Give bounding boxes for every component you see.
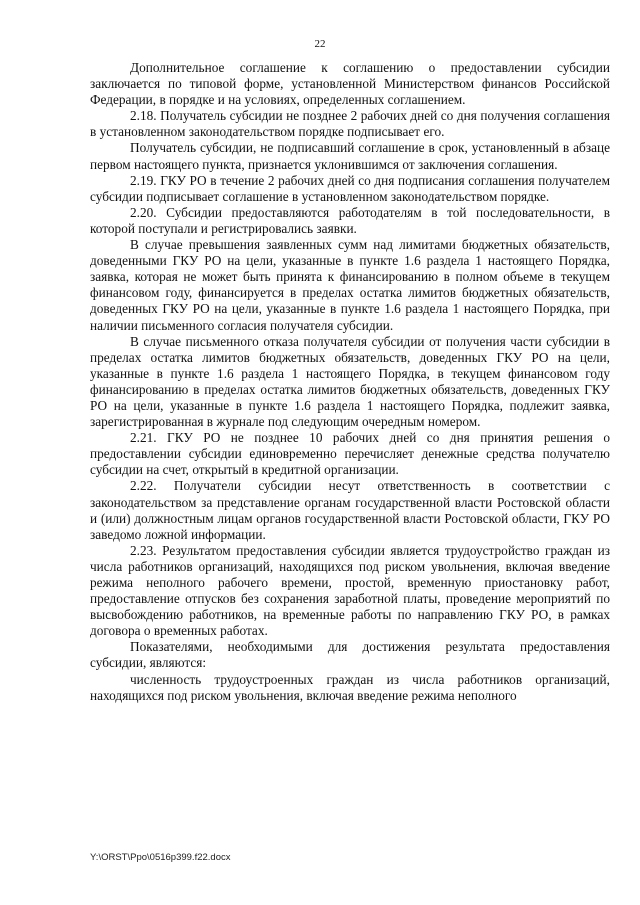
- paragraph-employed-count: численность трудоустроенных граждан из числа работников организаций, находящихся под риском увольнения, включая введение режима неполного: [90, 671, 610, 703]
- paragraph-indicators: Показателями, необходимыми для достижения результата предоставления субсидии, являются:: [90, 639, 610, 671]
- paragraph-2-19: 2.19. ГКУ РО в течение 2 рабочих дней со дня подписания соглашения получателем субсидии подписывает соглашение в установленном законодательством порядке.: [90, 172, 610, 204]
- paragraph-2-21: 2.21. ГКУ РО не позднее 10 рабочих дней со дня принятия решения о предоставлении субсидии единовременно перечисляет денежные средства получателю субсидии на счет, открытый в кредитной организации.: [90, 430, 610, 478]
- paragraph-2-20: 2.20. Субсидии предоставляются работодателям в той последовательности, в которой поступали и регистрировались заявки.: [90, 204, 610, 236]
- paragraph-2-22: 2.22. Получатели субсидии несут ответственность в соответствии с законодательством за представление органам государственной власти Ростовской области и (или) должностным лицам органов государственной власти Ростовской области, ГКУ РО заведомо ложной информации.: [90, 478, 610, 542]
- paragraph-2-23: 2.23. Результатом предоставления субсидии является трудоустройство граждан из числа работников организаций, находящихся под риском увольнения, включая введение режима неполного рабочего времени, простой, временную приостановку работ, предоставление отпусков без сохранения заработной платы, проведение мероприятий по высвобождению работников, на временные работы по направлению ГКУ РО, в рамках договора о временных работах.: [90, 542, 610, 639]
- paragraph-supplementary-agreement: Дополнительное соглашение к соглашению о предоставлении субсидии заключается по типовой форме, установленной Министерством финансов Российской Федерации, в порядке и на условиях, определенных соглашением.: [90, 60, 610, 108]
- page-number: 22: [314, 38, 326, 50]
- paragraph-2-18: 2.18. Получатель субсидии не позднее 2 рабочих дней со дня получения соглашения в установленном законодательством порядке подписывает его.: [90, 108, 610, 140]
- document-body: [90, 60, 610, 704]
- paragraph-2-20-refusal: В случае письменного отказа получателя субсидии от получения части субсидии в пределах остатка лимитов бюджетных обязательств, доведенных ГКУ РО на цели, указанные в пункте 1.6 раздела 1 настоящего Порядка, в текущем финансовом году финансированию в пределах остатка лимитов бюджетных обязательств, доведенных ГКУ РО на цели, указанные в пункте 1.6 раздела 1 настоящего Порядка, подлежит заявка, зарегистрированная в журнале под следующим очередным номером.: [90, 333, 610, 430]
- paragraph-2-18-evasion: Получатель субсидии, не подписавший соглашение в срок, установленный в абзаце первом настоящего пункта, признается уклонившимся от заключения соглашения.: [90, 140, 610, 172]
- paragraph-2-20-excess: В случае превышения заявленных сумм над лимитами бюджетных обязательств, доведенными ГКУ РО на цели, указанные в пункте 1.6 раздела 1 настоящего Порядка, заявка, которая не может быть принята к финансированию в полном объеме в текущем финансовом году, финансируется в пределах остатка лимитов бюджетных обязательств, доведенных ГКУ РО на цели, указанные в пункте 1.6 раздела 1 настоящего Порядка, при наличии письменного согласия получателя субсидии.: [90, 237, 610, 333]
- footer-file-path: Y:\ORST\Ppo\0516p399.f22.docx: [90, 852, 231, 863]
